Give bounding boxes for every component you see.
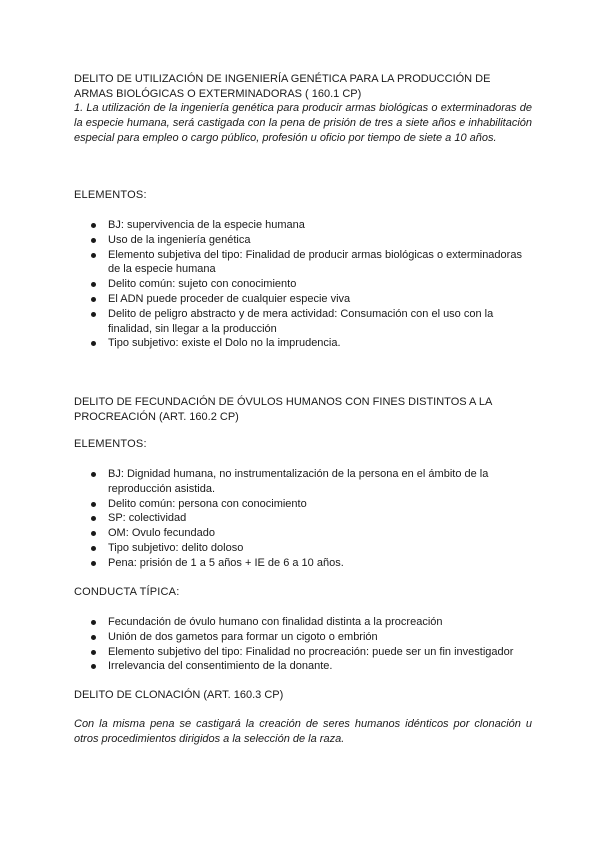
list-item: Delito común: persona con conocimiento [74,497,532,512]
section-2-elements-list [74,467,532,571]
list-item: Elemento subjetivo del tipo: Finalidad no procreación: puede ser un fin investigador [74,645,532,660]
bullet-icon [91,297,96,302]
section-1-title: DELITO DE UTILIZACIÓN DE INGENIERÍA GENÉTICA PARA LA PRODUCCIÓN DE ARMAS BIOLÓGICAS O EXTERMINADORAS ( 160.1 CP) [74,73,491,100]
bullet-icon [91,223,96,228]
bullet-icon [91,312,96,317]
bullet-icon [91,531,96,536]
bullet-icon [91,664,96,669]
bullet-icon [91,650,96,655]
list-item: Delito común: sujeto con conocimiento [74,277,532,292]
bullet-icon [91,341,96,346]
bullet-icon [91,472,96,477]
section-2-conduct-heading: CONDUCTA TÍPICA: [74,586,180,598]
section-2-elements-heading: ELEMENTOS: [74,438,147,450]
list-item: Unión de dos gametos para formar un cigoto o embrión [74,630,532,645]
list-item: Elemento subjetiva del tipo: Finalidad de producir armas biológicas o exterminadoras de la especie humana [74,248,532,278]
bullet-icon [91,502,96,507]
bullet-icon [91,620,96,625]
list-item: BJ: supervivencia de la especie humana [74,218,532,233]
section-2-title: DELITO DE FECUNDACIÓN DE ÓVULOS HUMANOS CON FINES DISTINTOS A LA PROCREACIÓN (ART. 160.2 CP) [74,396,492,423]
list-item: BJ: Dignidad humana, no instrumentalización de la persona en el ámbito de la reproducción asistida. [74,467,532,497]
bullet-icon [91,561,96,566]
bullet-icon [91,635,96,640]
list-item: Tipo subjetivo: delito doloso [74,541,532,556]
list-item: Irrelevancia del consentimiento de la donante. [74,659,532,674]
list-item: SP: colectividad [74,511,532,526]
section-1-elements-heading: ELEMENTOS: [74,189,147,201]
bullet-icon [91,546,96,551]
list-item: Fecundación de óvulo humano con finalidad distinta a la procreación [74,615,532,630]
list-item: Tipo subjetivo: existe el Dolo no la imprudencia. [74,336,532,351]
list-item: El ADN puede proceder de cualquier especie viva [74,292,532,307]
list-item: Delito de peligro abstracto y de mera actividad: Consumación con el uso con la finalidad, sin llegar a la producción [74,307,532,337]
list-item: OM: Ovulo fecundado [74,526,532,541]
bullet-icon [91,253,96,258]
section-1-article: 1. La utilización de la ingeniería genética para producir armas biológicas o exterminadoras de la especie humana, será castigada con la pena de prisión de tres a siete años e inhabilitación especial para empleo o cargo público, profesión u oficio por tiempo de siete a 10 años. [74,102,532,144]
list-item: Uso de la ingeniería genética [74,233,532,248]
section-2-conduct-list [74,615,532,674]
bullet-icon [91,238,96,243]
bullet-icon [91,516,96,521]
section-3-article: Con la misma pena se castigará la creación de seres humanos idénticos por clonación u otros procedimientos dirigidos a la selección de la raza. [74,718,532,745]
list-item: Pena: prisión de 1 a 5 años + IE de 6 a 10 años. [74,556,532,571]
section-1-elements-list [74,218,532,351]
bullet-icon [91,282,96,287]
section-3-title: DELITO DE CLONACIÓN (ART. 160.3 CP) [74,689,284,701]
